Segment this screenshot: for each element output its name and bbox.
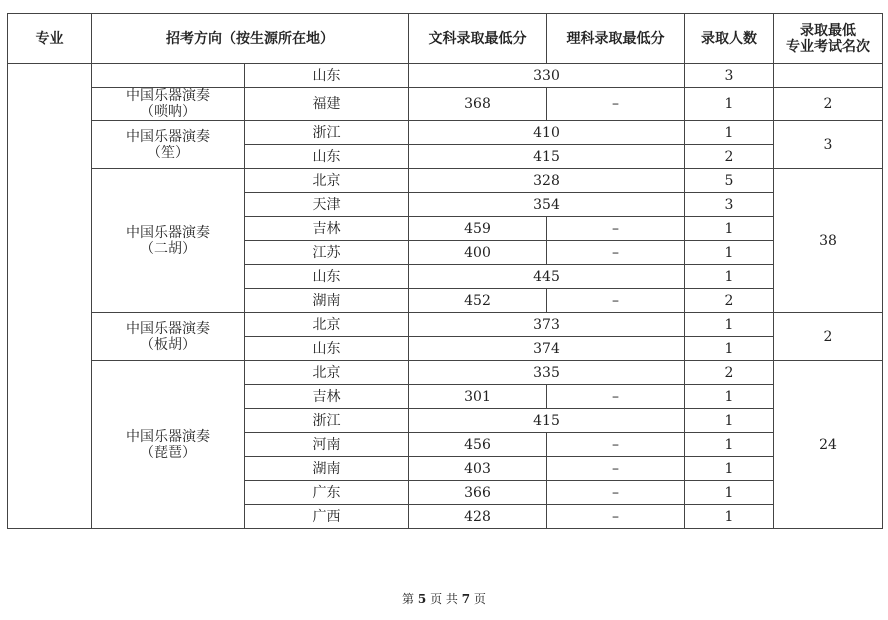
direction-line2: （唢呐） <box>140 104 196 120</box>
direction-line2: （笙） <box>147 144 189 161</box>
province-cell: 浙江 <box>245 409 409 433</box>
arts-score-cell: 452 <box>409 289 547 313</box>
merged-score-cell: 415 <box>409 145 685 169</box>
header-rank-line1: 录取最低 <box>800 22 856 39</box>
science-score-cell: – <box>547 289 685 313</box>
science-score-cell: – <box>547 457 685 481</box>
merged-score-cell: 445 <box>409 265 685 289</box>
count-cell: 1 <box>685 337 774 361</box>
table-row <box>8 313 883 337</box>
province-cell: 吉林 <box>245 217 409 241</box>
page-footer <box>0 590 888 607</box>
arts-score-cell: 366 <box>409 481 547 505</box>
merged-score-cell: 410 <box>409 121 685 145</box>
province-cell: 浙江 <box>245 121 409 145</box>
count-cell: 1 <box>685 433 774 457</box>
count-cell: 1 <box>685 241 774 265</box>
merged-score-cell: 328 <box>409 169 685 193</box>
count-cell: 3 <box>685 64 774 88</box>
direction-cell <box>92 313 245 361</box>
header-rank <box>774 14 883 64</box>
direction-line1: 中国乐器演奏 <box>126 88 210 104</box>
count-cell: 2 <box>685 145 774 169</box>
arts-score-cell: 400 <box>409 241 547 265</box>
count-cell: 1 <box>685 457 774 481</box>
admission-table <box>7 13 883 529</box>
direction-cell <box>92 88 245 121</box>
province-cell: 北京 <box>245 361 409 385</box>
arts-score-cell: 456 <box>409 433 547 457</box>
province-cell: 山东 <box>245 64 409 88</box>
province-cell: 北京 <box>245 169 409 193</box>
major-cell <box>8 64 92 529</box>
direction-line2: （板胡） <box>140 336 196 353</box>
direction-cell <box>92 361 245 529</box>
province-cell: 吉林 <box>245 385 409 409</box>
province-cell: 北京 <box>245 313 409 337</box>
footer-prefix: 第 <box>402 592 415 606</box>
count-cell: 1 <box>685 88 774 121</box>
merged-score-cell: 374 <box>409 337 685 361</box>
footer-page-number: 5 <box>417 592 427 606</box>
header-arts-min: 文科录取最低分 <box>409 14 547 64</box>
merged-score-cell: 330 <box>409 64 685 88</box>
province-cell: 湖南 <box>245 289 409 313</box>
count-cell: 2 <box>685 361 774 385</box>
count-cell: 3 <box>685 193 774 217</box>
table-row <box>8 361 883 385</box>
province-cell: 广东 <box>245 481 409 505</box>
arts-score-cell: 459 <box>409 217 547 241</box>
count-cell: 1 <box>685 121 774 145</box>
merged-score-cell: 415 <box>409 409 685 433</box>
arts-score-cell: 301 <box>409 385 547 409</box>
rank-cell: 2 <box>774 88 883 121</box>
province-cell: 山东 <box>245 265 409 289</box>
merged-score-cell: 335 <box>409 361 685 385</box>
table-row <box>8 169 883 193</box>
count-cell: 1 <box>685 217 774 241</box>
science-score-cell: – <box>547 481 685 505</box>
count-cell: 1 <box>685 385 774 409</box>
province-cell: 山东 <box>245 337 409 361</box>
direction-line2: （琵琶） <box>140 444 196 461</box>
count-cell: 1 <box>685 481 774 505</box>
rank-cell <box>774 64 883 88</box>
merged-score-cell: 373 <box>409 313 685 337</box>
arts-score-cell: 368 <box>409 88 547 121</box>
direction-line2: （二胡） <box>140 240 196 257</box>
rank-cell: 2 <box>774 313 883 361</box>
header-science-min: 理科录取最低分 <box>547 14 685 64</box>
direction-cell <box>92 64 245 88</box>
table-row <box>8 121 883 145</box>
direction-line1: 中国乐器演奏 <box>126 320 210 337</box>
science-score-cell: – <box>547 505 685 529</box>
footer-middle: 页 共 <box>430 592 458 606</box>
merged-score-cell: 354 <box>409 193 685 217</box>
header-rank-line2: 专业考试名次 <box>786 38 870 55</box>
arts-score-cell: 428 <box>409 505 547 529</box>
direction-line1: 中国乐器演奏 <box>126 428 210 445</box>
count-cell: 2 <box>685 289 774 313</box>
direction-cell <box>92 121 245 169</box>
header-direction: 招考方向（按生源所在地） <box>92 14 409 64</box>
province-cell: 河南 <box>245 433 409 457</box>
footer-suffix: 页 <box>473 592 486 606</box>
rank-cell: 3 <box>774 121 883 169</box>
direction-cell <box>92 169 245 313</box>
science-score-cell: – <box>547 217 685 241</box>
direction-line1: 中国乐器演奏 <box>126 128 210 145</box>
science-score-cell: – <box>547 385 685 409</box>
count-cell: 5 <box>685 169 774 193</box>
science-score-cell: – <box>547 433 685 457</box>
count-cell: 1 <box>685 505 774 529</box>
science-score-cell: – <box>547 88 685 121</box>
header-major: 专业 <box>8 14 92 64</box>
province-cell: 湖南 <box>245 457 409 481</box>
province-cell: 天津 <box>245 193 409 217</box>
count-cell: 1 <box>685 409 774 433</box>
count-cell: 1 <box>685 265 774 289</box>
arts-score-cell: 403 <box>409 457 547 481</box>
footer-total-pages: 7 <box>461 592 471 606</box>
rank-cell: 24 <box>774 361 883 529</box>
header-row <box>8 14 883 64</box>
science-score-cell: – <box>547 241 685 265</box>
table-row <box>8 88 883 121</box>
rank-cell: 38 <box>774 169 883 313</box>
header-admitted: 录取人数 <box>685 14 774 64</box>
table-row <box>8 64 883 88</box>
province-cell: 福建 <box>245 88 409 121</box>
direction-line1: 中国乐器演奏 <box>126 224 210 241</box>
province-cell: 广西 <box>245 505 409 529</box>
count-cell: 1 <box>685 313 774 337</box>
province-cell: 山东 <box>245 145 409 169</box>
province-cell: 江苏 <box>245 241 409 265</box>
